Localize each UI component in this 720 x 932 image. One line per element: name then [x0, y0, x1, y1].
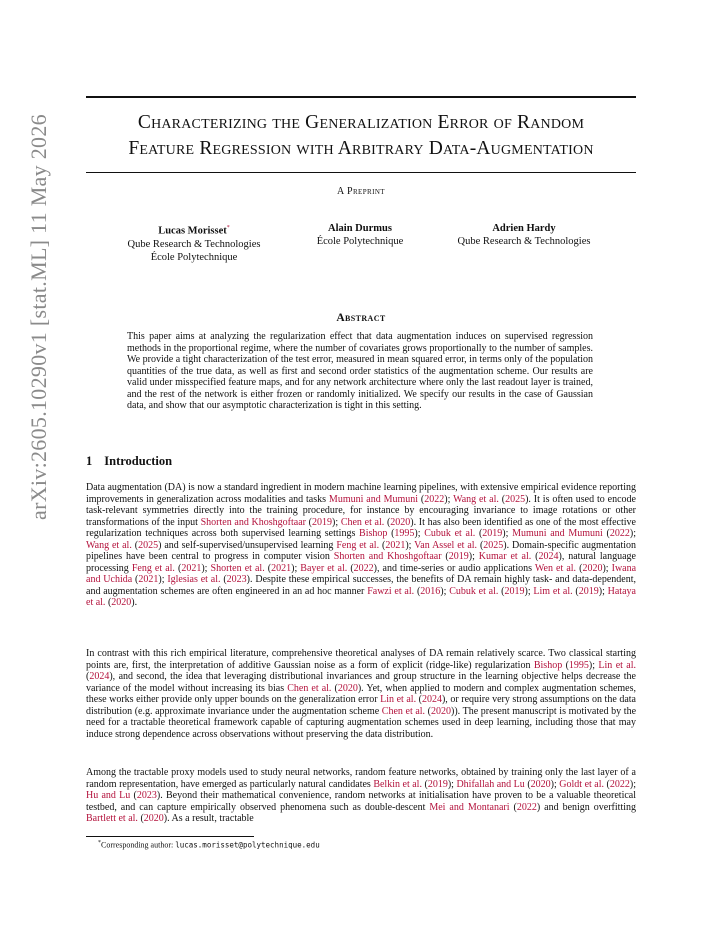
section-heading	[86, 454, 172, 469]
body-text: (	[421, 778, 428, 790]
footnote-mark[interactable]: *	[226, 225, 230, 231]
body-text: (	[418, 493, 425, 505]
body-text: );	[201, 562, 211, 574]
citation-link[interactable]: 2019	[448, 551, 469, 563]
body-text: (	[379, 539, 386, 551]
citation-link[interactable]: Mumuni and Mumuni	[512, 528, 603, 540]
body-text: ). It is often used to encode task-relevant symmetries directly into the training procedure, for instance by encouraging invariance to image rotations or other transformations of the input	[86, 493, 636, 528]
citation-link[interactable]: 2021	[181, 562, 202, 574]
author-email[interactable]: lucas.morisset@polytechnique.edu	[175, 840, 320, 850]
citation-link[interactable]: Fawzi et al.	[367, 585, 415, 597]
intro-paragraph-2	[86, 648, 636, 740]
body-text: );	[440, 585, 450, 597]
author-affiliation: École Polytechnique	[150, 251, 238, 263]
citation-link[interactable]: Bishop	[359, 528, 388, 540]
abstract-text: This paper aims at analyzing the regularization effect that data augmentation induces on supervised regression methods in the proportional regime, where the number of covariates grows proportionally to the number of samples. We provide a tight characterization of the test error, measured in mean squared error, in terms only of the population quantities of the true data, as well as first and second order statistics of the augmentation scheme. Our results are valid under misspecified feature maps, and for any network architecture where only the last readout layer is trained, and the rest of the network is either frozen or randomly initialized. We specify our results in the case of Gaussian data, and show that our asymptotic characterization is tight in this setting.	[127, 331, 593, 411]
body-text: ). Despite these empirical successes, the benefits of DA remain highly task- and data-dependent, and augmentation schemes are often engineered in an ad hoc manner	[86, 574, 637, 597]
body-text: ). As a result, tractable	[163, 813, 254, 825]
citation-link[interactable]: 2022	[609, 528, 630, 540]
citation-link[interactable]: Chen et al.	[287, 682, 332, 694]
body-text: ) and benign overfitting	[536, 801, 636, 813]
author-name: Alain Durmus	[328, 223, 392, 234]
title-rule-bottom	[86, 172, 636, 173]
intro-paragraph-3	[86, 767, 636, 825]
author-1	[112, 222, 276, 264]
citation-link[interactable]: 2022	[516, 801, 537, 813]
citation-link[interactable]: Belkin et al.	[373, 778, 422, 790]
footnote-mark: *	[98, 840, 101, 846]
citation-link[interactable]: 2022	[353, 562, 374, 574]
citation-link[interactable]: Feng et al.	[336, 539, 380, 551]
citation-link[interactable]: 1995	[568, 659, 589, 671]
body-text: (	[264, 562, 272, 574]
citation-link[interactable]: 2022	[609, 778, 630, 790]
abstract-heading: Abstract	[336, 312, 386, 324]
citation-link[interactable]: Wen et al.	[534, 562, 577, 574]
citation-link[interactable]: 2020	[582, 562, 603, 574]
author-affiliation: Qube Research & Technologies	[457, 236, 591, 247]
body-text: (	[105, 597, 112, 609]
citation-link[interactable]: Shorten and Khoshgoftaar	[200, 516, 306, 528]
author-3	[442, 222, 606, 248]
citation-link[interactable]: Mumuni and Mumuni	[328, 493, 419, 505]
title-line-2: Feature Regression with Arbitrary Data-Augmentation	[128, 138, 594, 159]
body-text: ). Domain-specific augmentation pipelines have been central to progress in computer vision	[86, 539, 637, 563]
body-text: Data augmentation (DA) is now a standard ingredient in modern machine learning pipelines, with extensive empirical evidence reporting improvements in generalization across modalities and tasks	[86, 482, 636, 505]
citation-link[interactable]: 2020	[431, 705, 452, 717]
body-text: );	[602, 562, 612, 574]
body-text: ). Yet, when applied to modern and complex augmentation schemes, these works either provide only upper bounds on the generalization error	[86, 682, 636, 706]
section-title: Introduction	[104, 454, 173, 468]
body-text: (	[347, 562, 354, 574]
citation-link[interactable]: 2020	[390, 516, 411, 528]
body-text: );	[444, 493, 454, 505]
citation-link[interactable]: Bayer et al.	[300, 562, 348, 574]
citation-link[interactable]: 2016	[420, 585, 441, 597]
body-text: );	[550, 778, 560, 790]
title-line-1: Characterizing the Generalization Error of Random	[137, 112, 585, 133]
body-text: (	[387, 528, 395, 540]
body-text: );	[447, 778, 457, 790]
body-text: (	[477, 539, 484, 551]
body-text: );	[405, 539, 415, 551]
preprint-label: A Preprint	[337, 186, 385, 197]
body-text: );	[598, 585, 608, 597]
citation-link[interactable]: 2020	[143, 813, 164, 825]
title-rule-top	[86, 96, 636, 98]
body-text: (	[132, 574, 139, 586]
paper-title	[86, 110, 636, 162]
body-text: );	[414, 528, 425, 540]
body-text: (	[425, 705, 432, 717]
footnote-rule	[86, 836, 254, 837]
body-text: );	[524, 585, 534, 597]
body-text: (	[416, 694, 422, 706]
body-text: (	[414, 585, 421, 597]
body-text: ), natural language processing	[86, 551, 636, 574]
body-text: );	[158, 574, 168, 586]
footnote	[98, 840, 320, 850]
citation-link[interactable]: 2019	[504, 585, 525, 597]
citation-link[interactable]: Iwana and Uchida	[86, 562, 637, 586]
body-text: );	[629, 778, 636, 790]
body-text: ), and time-series or audio applications	[373, 562, 535, 574]
citation-link[interactable]: 2023	[226, 574, 247, 586]
citation-link[interactable]: Bartlett et al.	[86, 813, 138, 825]
citation-link[interactable]: Cubuk et al.	[424, 528, 476, 540]
body-text: (	[604, 778, 610, 790]
body-text: Among the tractable proxy models used to study neural networks, random feature networks, obtained by training only the last layer of a random representation, have emerged as particularly natural candidates	[86, 767, 636, 790]
citation-link[interactable]: 2025	[138, 539, 159, 551]
citation-link[interactable]: Cubuk et al.	[449, 585, 499, 597]
body-text: In contrast with this rich empirical literature, comprehensive theoretical analyses of DA remain relatively scarce. Two classical starting points are, first, the interpretation of additive Gaussian noise as a form of explicit (ridge-like) regularization	[86, 648, 636, 671]
author-block	[86, 222, 636, 272]
citation-link[interactable]: Lim et al.	[533, 585, 573, 597]
body-text: (	[86, 671, 90, 683]
citation-link[interactable]: 2019	[578, 585, 599, 597]
author-name: Lucas Morisset	[158, 225, 227, 237]
body-text: (	[441, 551, 449, 563]
body-text: (	[305, 516, 313, 528]
author-2	[292, 222, 428, 248]
body-text: );	[502, 528, 513, 540]
citation-link[interactable]: 2021	[385, 539, 406, 551]
body-text: ). It has also been identified as one of the most effective regularization techniques across both supervised learning settings	[86, 516, 636, 540]
body-text: (	[531, 551, 539, 563]
author-affiliation: École Polytechnique	[316, 236, 404, 247]
citation-link[interactable]: 2025	[505, 493, 526, 505]
body-text: (	[576, 562, 583, 574]
body-text: (	[174, 562, 182, 574]
citation-link[interactable]: 2020	[530, 778, 551, 790]
citation-link[interactable]: 2019	[312, 516, 333, 528]
body-text: (	[524, 778, 531, 790]
footnote-label: Corresponding author:	[101, 840, 176, 850]
body-text: (	[331, 682, 338, 694]
citation-link[interactable]: Chen et al.	[340, 516, 385, 528]
citation-link[interactable]: Lin et al.	[598, 659, 637, 671]
citation-link[interactable]: Iglesias et al.	[167, 574, 221, 586]
body-text: (	[572, 585, 579, 597]
citation-link[interactable]: Chen et al.	[381, 705, 426, 717]
author-affiliation: Qube Research & Technologies	[127, 238, 261, 250]
citation-link[interactable]: Bishop	[533, 659, 563, 671]
body-text: ).	[131, 597, 138, 609]
citation-link[interactable]: 2023	[136, 790, 157, 802]
body-text: (	[498, 585, 505, 597]
citation-link[interactable]: Dhifallah and Lu	[456, 778, 525, 790]
citation-link[interactable]: 1995	[394, 528, 415, 540]
body-text: ). Beyond their mathematical convenience, random networks at initialisation have proven to be a valuable theoretical testbed, and can capture empirically observed phenomena such as double-descent	[86, 790, 636, 813]
citation-link[interactable]: Goldt et al.	[559, 778, 605, 790]
citation-link[interactable]: 2021	[271, 562, 292, 574]
citation-link[interactable]: Kumar et al.	[478, 551, 532, 563]
author-name: Adrien Hardy	[492, 223, 556, 234]
citation-link[interactable]: 2025	[483, 539, 504, 551]
body-text: (	[562, 659, 569, 671]
citation-link[interactable]: 2022	[424, 493, 445, 505]
body-text: (	[131, 539, 139, 551]
body-text: (	[130, 790, 137, 802]
arxiv-identifier: arXiv:2605.10290v1 [stat.ML] 11 May 2026	[26, 114, 51, 520]
body-text: (	[137, 813, 144, 825]
citation-link[interactable]: 2024	[89, 671, 110, 683]
body-text: );	[588, 659, 599, 671]
citation-link[interactable]: Feng et al.	[131, 562, 175, 574]
citation-link[interactable]: Shorten and Khoshgoftaar	[333, 551, 442, 563]
body-text: );	[629, 528, 636, 540]
citation-link[interactable]: Mei and Montanari	[429, 801, 510, 813]
body-text: (	[384, 516, 391, 528]
body-text: )). The present manuscript is motivated by the need for a tractable theoretical framework capable of capturing augmentation schemes used in deep learning, including those that may induce strong dependence across observations without preserving the data distribution.	[86, 705, 637, 740]
body-text: ) and self-supervised/unsupervised learning	[158, 539, 337, 551]
citation-link[interactable]: 2019	[427, 778, 448, 790]
citation-link[interactable]: Hu and Lu	[86, 790, 131, 802]
citation-link[interactable]: Hataya et al.	[86, 585, 636, 609]
citation-link[interactable]: Lin et al.	[380, 694, 417, 706]
citation-link[interactable]: 2024	[421, 694, 442, 706]
intro-paragraph-1	[86, 482, 636, 609]
section-number: 1	[86, 454, 93, 468]
citation-link[interactable]: Shorten et al.	[210, 562, 265, 574]
body-text: );	[291, 562, 301, 574]
body-text: );	[332, 516, 341, 528]
body-text: (	[498, 493, 506, 505]
body-text: (	[602, 528, 610, 540]
citation-link[interactable]: 2019	[482, 528, 503, 540]
citation-link[interactable]: Wang et al.	[86, 539, 132, 551]
citation-link[interactable]: Wang et al.	[453, 493, 499, 505]
citation-link[interactable]: 2020	[111, 597, 132, 609]
citation-link[interactable]: Van Assel et al.	[414, 539, 478, 551]
citation-link[interactable]: 2020	[337, 682, 358, 694]
body-text: );	[468, 551, 479, 563]
citation-link[interactable]: 2024	[538, 551, 559, 563]
citation-link[interactable]: 2021	[138, 574, 159, 586]
body-text: ), and second, the idea that leveraging distributional invariances and group structure in the learning objective helps decrease the variance of the model without increasing its bias	[86, 671, 636, 694]
body-text: (	[509, 801, 517, 813]
body-text: ), or require very strong assumptions on the data distribution (e.g. approximate invariance under the augmentation scheme	[86, 694, 636, 717]
body-text: (	[220, 574, 227, 586]
body-text: (	[475, 528, 483, 540]
